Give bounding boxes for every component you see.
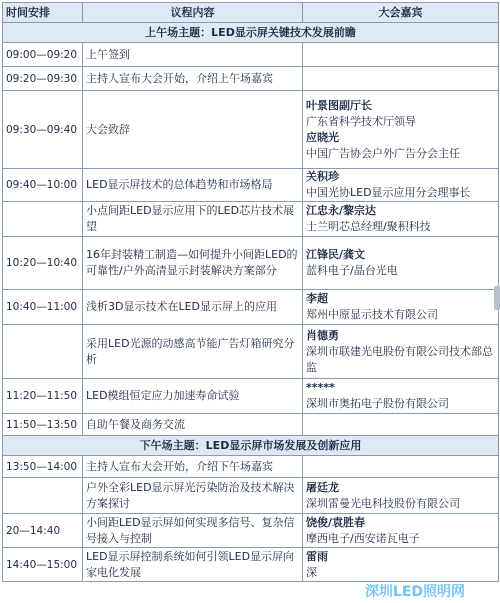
guest-org: 中国广告协会户外广告分会主任 bbox=[306, 146, 460, 160]
scrollbar-handle[interactable] bbox=[494, 286, 500, 310]
row-guests bbox=[303, 91, 499, 169]
guest-org: 广东省科学技术厅领导 bbox=[306, 114, 416, 128]
table-row bbox=[3, 43, 499, 67]
row-guests bbox=[303, 202, 499, 237]
row-content: 小点间距LED显示应用下的LED芯片技术展望 bbox=[83, 202, 303, 237]
session-afternoon-title: 下午场主题：LED显示屏市场发展及创新应用 bbox=[3, 436, 499, 456]
guest-name: 江锋民/龚文 bbox=[306, 248, 366, 261]
row-time: 09:30—09:40 bbox=[3, 91, 83, 169]
row-content: 小间距LED显示屏如何实现多信号、复杂信号接入与控制 bbox=[83, 514, 303, 548]
table-row bbox=[3, 202, 499, 237]
row-guests bbox=[303, 237, 499, 290]
row-guests bbox=[303, 290, 499, 325]
row-time: 11:20—11:50 bbox=[3, 379, 83, 414]
site-watermark: 深圳LED照明网 bbox=[364, 584, 466, 600]
agenda-table bbox=[2, 2, 499, 582]
row-time: 09:20—09:30 bbox=[3, 67, 83, 91]
row-content: LED模组恒定应力加速寿命试验 bbox=[83, 379, 303, 414]
row-content: 户外全彩LED显示屏光污染防治及技术解决方案探讨 bbox=[83, 478, 303, 514]
row-time bbox=[3, 202, 83, 237]
row-content: 浅析3D显示技术在LED显示屏上的应用 bbox=[83, 290, 303, 325]
row-guests bbox=[303, 514, 499, 548]
guest-name: 李超 bbox=[306, 292, 328, 305]
table-row bbox=[3, 67, 499, 91]
row-content: 自助午餐及商务交流 bbox=[83, 414, 303, 436]
guest-org: 蓝科电子/晶台光电 bbox=[306, 264, 398, 277]
guest-name: 雷雨 bbox=[306, 549, 328, 563]
guest-org: 郑州中原显示技术有限公司 bbox=[306, 308, 438, 321]
row-time bbox=[3, 325, 83, 379]
guest-name: 叶景图副厅长 bbox=[306, 98, 372, 112]
row-time: 13:50—14:00 bbox=[3, 456, 83, 478]
row-guests bbox=[303, 169, 499, 202]
row-time: 10:20—10:40 bbox=[3, 237, 83, 290]
row-guests bbox=[303, 414, 499, 436]
row-time: 09:00—09:20 bbox=[3, 43, 83, 67]
guest-org: 深圳市奥拓电子股份有限公司 bbox=[306, 397, 449, 410]
row-guests bbox=[303, 456, 499, 478]
row-content: 16年封装精工制造—如何提升小间距LED的可靠性/户外高清显示封装解决方案部分 bbox=[83, 237, 303, 290]
guest-name: ***** bbox=[306, 381, 335, 394]
table-row bbox=[3, 548, 499, 582]
guest-name: 屠廷龙 bbox=[306, 480, 339, 494]
guest-name: 应晓光 bbox=[306, 130, 339, 144]
row-time bbox=[3, 478, 83, 514]
header-guests: 大会嘉宾 bbox=[303, 3, 499, 23]
row-guests bbox=[303, 325, 499, 379]
session-morning-title: 上午场主题：LED显示屏关键技术发展前瞻 bbox=[3, 23, 499, 43]
row-guests bbox=[303, 379, 499, 414]
row-time: 14:40—15:00 bbox=[3, 548, 83, 582]
table-row bbox=[3, 169, 499, 202]
table-row bbox=[3, 290, 499, 325]
guest-name: 饶俊/袁胜春 bbox=[306, 515, 366, 529]
header-row bbox=[3, 3, 499, 23]
guest-org: 中国光协LED显示应用分会理事长 bbox=[306, 186, 471, 199]
header-content: 议程内容 bbox=[83, 3, 303, 23]
row-guests bbox=[303, 67, 499, 91]
table-row bbox=[3, 325, 499, 379]
table-row bbox=[3, 514, 499, 548]
table-row bbox=[3, 456, 499, 478]
row-content: 主持人宣布大会开始，介绍上午场嘉宾 bbox=[83, 67, 303, 91]
guest-org: 深圳市联建光电股份有限公司技术部总监 bbox=[306, 344, 493, 374]
guest-org: 摩西电子/西安诺瓦电子 bbox=[306, 531, 420, 545]
guest-org: 深圳雷曼光电科技股份有限公司 bbox=[306, 496, 460, 510]
row-guests bbox=[303, 548, 499, 582]
session-morning-row bbox=[3, 23, 499, 43]
table-row bbox=[3, 414, 499, 436]
row-content: 主持人宣布大会开始，介绍下午场嘉宾 bbox=[83, 456, 303, 478]
row-time: 11:50—13:50 bbox=[3, 414, 83, 436]
guest-name: 关积珍 bbox=[306, 170, 339, 183]
row-time: 10:40—11:00 bbox=[3, 290, 83, 325]
row-content: LED显示屏控制系统如何引领LED显示屏向家电化发展 bbox=[83, 548, 303, 582]
row-content: 采用LED光源的动感高节能广告灯箱研究分析 bbox=[83, 325, 303, 379]
table-row bbox=[3, 237, 499, 290]
header-time: 时间安排 bbox=[3, 3, 83, 23]
table-row bbox=[3, 478, 499, 514]
guest-name: 肖德勇 bbox=[306, 328, 339, 342]
row-guests bbox=[303, 478, 499, 514]
row-guests bbox=[303, 43, 499, 67]
guest-org: 士兰明芯总经理/聚积科技 bbox=[306, 220, 431, 233]
session-afternoon-row bbox=[3, 436, 499, 456]
row-time: 20—14:40 bbox=[3, 514, 83, 548]
row-content: 大会致辞 bbox=[83, 91, 303, 169]
guest-name: 江忠永/黎宗达 bbox=[306, 204, 377, 217]
row-content: LED显示屏技术的总体趋势和市场格局 bbox=[83, 169, 303, 202]
guest-org: 深 bbox=[306, 565, 317, 579]
table-row bbox=[3, 91, 499, 169]
row-content: 上午签到 bbox=[83, 43, 303, 67]
table-row bbox=[3, 379, 499, 414]
row-time: 09:40—10:00 bbox=[3, 169, 83, 202]
